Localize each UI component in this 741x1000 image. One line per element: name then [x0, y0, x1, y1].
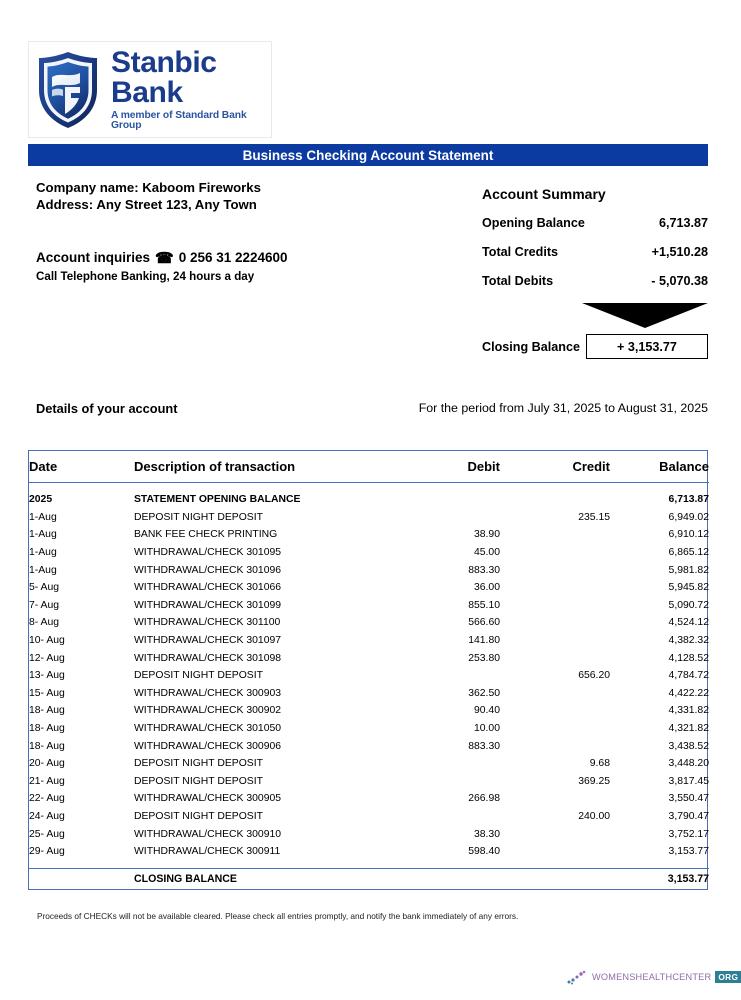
cell-date: 10- Aug	[29, 635, 65, 647]
table-row	[29, 667, 709, 685]
bank-logo	[28, 41, 272, 138]
cell-debit: 266.98	[468, 793, 500, 805]
cell-debit	[384, 509, 500, 527]
cell-date: 13- Aug	[29, 670, 65, 682]
closing-balance-label: Closing Balance	[482, 339, 580, 354]
cell-date: 22- Aug	[29, 793, 65, 805]
cell-date: 2025	[29, 494, 53, 506]
cell-date: 1-Aug	[29, 564, 57, 576]
column-header-date: Date	[29, 451, 134, 483]
cell-credit: 240.00	[578, 810, 610, 822]
cell-debit: 45.00	[473, 547, 500, 559]
cell-debit: 362.50	[468, 687, 500, 699]
cell-credit	[500, 526, 610, 544]
down-triangle-icon	[582, 303, 708, 328]
summary-arrow-area	[482, 303, 708, 329]
cell-description: WITHDRAWAL/CHECK 300906	[134, 740, 282, 752]
cell-debit: 10.00	[473, 723, 500, 735]
cell-balance: 4,524.12	[668, 617, 709, 629]
summary-value: 6,713.87	[658, 216, 708, 230]
cell-date: 18- Aug	[29, 705, 65, 717]
summary-label: Opening Balance	[482, 216, 585, 230]
table-row	[29, 755, 709, 773]
cell-credit	[500, 491, 610, 509]
cell-credit	[500, 869, 610, 890]
cell-description: WITHDRAWAL/CHECK 300911	[134, 846, 281, 858]
cell-balance: 4,422.22	[668, 687, 709, 699]
cell-credit	[500, 561, 610, 579]
cell-date: 7- Aug	[29, 599, 60, 611]
table-row	[29, 737, 709, 755]
table-spacer	[29, 860, 709, 869]
cell-debit: 90.40	[473, 705, 500, 717]
cell-description: BANK FEE CHECK PRINTING	[134, 529, 278, 541]
company-name: Company name: Kaboom Fireworks	[36, 180, 261, 195]
summary-value: - 5,070.38	[651, 274, 708, 288]
cell-balance: 3,752.17	[668, 828, 709, 840]
table-row	[29, 614, 709, 632]
table-row	[29, 509, 709, 527]
cell-credit	[500, 790, 610, 808]
cell-credit: 235.15	[578, 511, 610, 523]
cell-date: 18- Aug	[29, 723, 65, 735]
cell-balance: 6,910.12	[668, 529, 709, 541]
table-row	[29, 491, 709, 509]
cell-balance: 6,949.02	[668, 511, 709, 523]
table-row	[29, 544, 709, 562]
summary-row-closing-balance	[482, 334, 708, 359]
cell-credit	[500, 579, 610, 597]
cell-date: 18- Aug	[29, 740, 65, 752]
watermark	[566, 969, 741, 985]
statement-period: For the period from July 31, 2025 to August 31, 2025	[418, 401, 708, 415]
cell-balance: 3,550.47	[668, 793, 709, 805]
footer-disclaimer: Proceeds of CHECKs will not be available cleared. Please check all entries promptly, and notify the bank immediately of any errors.	[37, 911, 519, 921]
cell-balance: 5,945.82	[668, 582, 709, 594]
details-title: Details of your account	[36, 401, 178, 416]
cell-debit: 38.90	[473, 529, 500, 541]
summary-row-total-credits	[482, 245, 708, 259]
cell-description: DEPOSIT NIGHT DEPOSIT	[134, 758, 263, 770]
cell-debit: 36.00	[473, 582, 500, 594]
cell-balance: 4,331.82	[668, 705, 709, 717]
statement-title-banner: Business Checking Account Statement	[28, 144, 708, 166]
cell-credit	[500, 720, 610, 738]
inquiries-subtext: Call Telephone Banking, 24 hours a day	[36, 270, 255, 283]
cell-debit	[384, 808, 500, 826]
table-row	[29, 649, 709, 667]
cell-balance: 3,790.47	[668, 810, 709, 822]
cell-debit: 141.80	[468, 635, 500, 647]
table-header-row	[29, 451, 709, 483]
cell-debit: 883.30	[468, 564, 500, 576]
cell-description: WITHDRAWAL/CHECK 300910	[134, 828, 282, 840]
cell-balance: 4,321.82	[668, 723, 709, 735]
cell-description: WITHDRAWAL/CHECK 301050	[134, 723, 282, 735]
cell-balance: 3,817.45	[668, 775, 709, 787]
cell-credit	[500, 597, 610, 615]
summary-row-opening-balance	[482, 216, 708, 230]
cell-balance: 5,981.82	[668, 564, 709, 576]
cell-credit	[500, 843, 610, 861]
cell-balance: 3,438.52	[668, 740, 709, 752]
column-header-credit: Credit	[500, 451, 610, 483]
cell-credit: 369.25	[578, 775, 610, 787]
cell-debit	[384, 869, 500, 890]
cell-date: 12- Aug	[29, 652, 65, 664]
closing-balance-row-label: CLOSING BALANCE	[134, 869, 384, 890]
cell-description: DEPOSIT NIGHT DEPOSIT	[134, 775, 263, 787]
cell-balance: 6,865.12	[668, 547, 709, 559]
summary-row-total-debits	[482, 274, 708, 288]
company-info	[36, 180, 261, 213]
brand-name: Stanbic Bank	[111, 45, 217, 109]
cell-debit	[384, 773, 500, 791]
cell-date: 25- Aug	[29, 828, 65, 840]
table-row	[29, 597, 709, 615]
cell-description: WITHDRAWAL/CHECK 301096	[134, 564, 282, 576]
shield-flag-icon	[35, 50, 101, 130]
watermark-text: WOMENSHEALTHCENTER	[592, 972, 712, 982]
table-closing-balance-row	[29, 869, 709, 890]
cell-credit	[500, 632, 610, 650]
cell-credit	[500, 702, 610, 720]
cell-date: 21- Aug	[29, 775, 65, 787]
cell-balance: 5,090.72	[668, 599, 709, 611]
cell-description: WITHDRAWAL/CHECK 301097	[134, 635, 282, 647]
cell-balance: 3,448.20	[668, 758, 709, 770]
closing-balance-row-value: 3,153.77	[610, 869, 709, 890]
cell-balance: 6,713.87	[668, 494, 709, 506]
column-header-debit: Debit	[384, 451, 500, 483]
cell-date: 24- Aug	[29, 810, 65, 822]
table-row	[29, 685, 709, 703]
cell-debit	[384, 667, 500, 685]
cell-description: WITHDRAWAL/CHECK 301095	[134, 547, 282, 559]
cell-description: WITHDRAWAL/CHECK 300903	[134, 687, 282, 699]
table-row	[29, 825, 709, 843]
cell-date: 8- Aug	[29, 617, 60, 629]
cell-credit: 656.20	[578, 670, 610, 682]
cell-debit: 883.30	[468, 740, 500, 752]
cell-description: WITHDRAWAL/CHECK 301066	[134, 582, 282, 594]
account-summary	[482, 186, 708, 359]
company-address: Address: Any Street 123, Any Town	[36, 196, 257, 212]
cell-credit	[500, 737, 610, 755]
cell-debit: 253.80	[468, 652, 500, 664]
cell-description: WITHDRAWAL/CHECK 300905	[134, 793, 282, 805]
cell-description: WITHDRAWAL/CHECK 301098	[134, 652, 282, 664]
telephone-icon: ☎	[155, 250, 174, 267]
cell-date: 1-Aug	[29, 529, 57, 541]
cell-credit	[500, 649, 610, 667]
table-row	[29, 808, 709, 826]
cell-balance: 4,128.52	[668, 652, 709, 664]
summary-label: Total Debits	[482, 274, 554, 288]
table-row	[29, 790, 709, 808]
cell-debit	[384, 491, 500, 509]
cell-debit: 566.60	[468, 617, 500, 629]
dots-swoosh-icon	[566, 969, 588, 985]
table-row	[29, 561, 709, 579]
cell-credit	[500, 825, 610, 843]
cell-description: DEPOSIT NIGHT DEPOSIT	[134, 810, 263, 822]
column-header-balance: Balance	[610, 451, 709, 483]
cell-balance: 4,784.72	[668, 670, 709, 682]
table-spacer	[29, 483, 709, 492]
cell-description: WITHDRAWAL/CHECK 300902	[134, 705, 282, 717]
cell-balance: 4,382.32	[668, 635, 709, 647]
summary-label: Total Credits	[482, 245, 559, 259]
table-row	[29, 773, 709, 791]
cell-date: 29- Aug	[29, 846, 65, 858]
cell-balance: 3,153.77	[668, 846, 709, 858]
account-inquiries	[36, 250, 288, 283]
summary-value: +1,510.28	[651, 245, 708, 259]
brand-tagline: A member of Standard Bank Group	[111, 109, 247, 131]
table-row	[29, 702, 709, 720]
transactions-table	[28, 450, 708, 890]
column-header-description: Description of transaction	[134, 451, 384, 483]
cell-credit	[500, 685, 610, 703]
cell-date: 1-Aug	[29, 547, 57, 559]
cell-description: STATEMENT OPENING BALANCE	[134, 494, 301, 506]
table-row	[29, 579, 709, 597]
cell-debit	[384, 755, 500, 773]
watermark-badge: ORG	[715, 971, 741, 983]
inquiries-label: Account inquiries	[36, 250, 151, 265]
table-row	[29, 843, 709, 861]
cell-debit: 598.40	[468, 846, 500, 858]
cell-date: 5- Aug	[29, 582, 60, 594]
cell-date: 1-Aug	[29, 511, 57, 523]
cell-credit: 9.68	[589, 758, 610, 770]
cell-credit	[500, 614, 610, 632]
inquiries-phone: 0 256 31 2224600	[178, 250, 288, 265]
cell-date	[29, 869, 134, 890]
cell-description: DEPOSIT NIGHT DEPOSIT	[134, 511, 263, 523]
cell-debit: 855.10	[468, 599, 500, 611]
account-summary-title: Account Summary	[482, 186, 606, 202]
cell-description: DEPOSIT NIGHT DEPOSIT	[134, 670, 263, 682]
table-row	[29, 632, 709, 650]
details-header	[36, 401, 708, 416]
cell-date: 20- Aug	[29, 758, 65, 770]
cell-debit: 38.30	[473, 828, 500, 840]
cell-description: WITHDRAWAL/CHECK 301100	[134, 617, 281, 629]
cell-date: 15- Aug	[29, 687, 65, 699]
table-row	[29, 720, 709, 738]
cell-credit	[500, 544, 610, 562]
closing-balance-value: + 3,153.77	[586, 334, 708, 359]
table-row	[29, 526, 709, 544]
cell-description: WITHDRAWAL/CHECK 301099	[134, 599, 282, 611]
